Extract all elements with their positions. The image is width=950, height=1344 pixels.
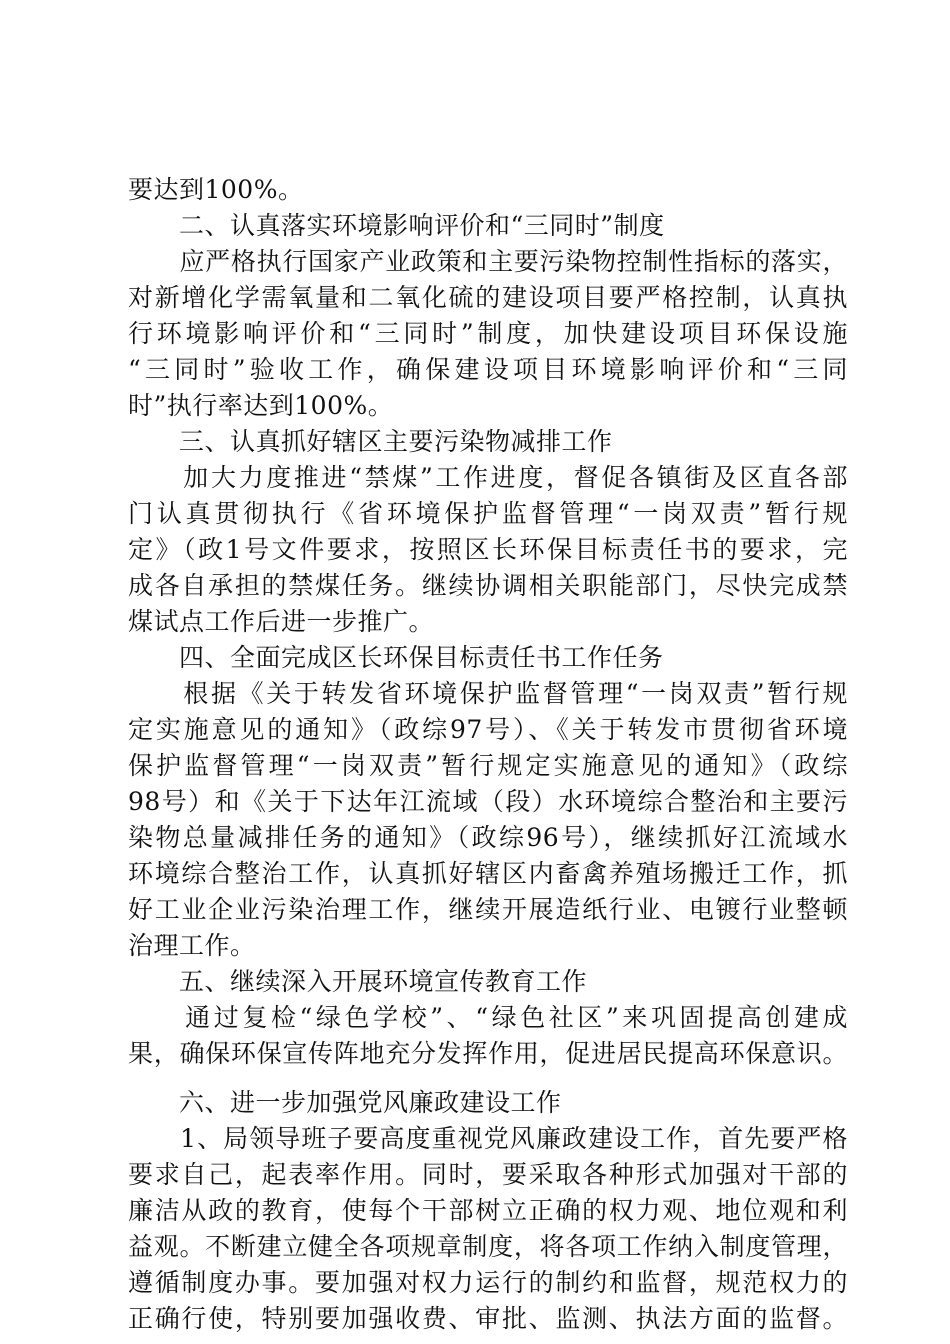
text-line: 果，确保环保宣传阵地充分发挥作用，促进居民提高环保意识。	[128, 1039, 848, 1068]
text-line: 对新增化学需氧量和二氧化硫的建设项目要严格控制，认真执	[128, 283, 848, 312]
text-line: 成各自承担的禁煤任务。继续协调相关职能部门，尽快完成禁	[128, 571, 848, 600]
text-line: 保护监督管理“一岗双责”暂行规定实施意见的通知》（政综	[128, 751, 848, 780]
text-line: 廉洁从政的教育，使每个干部树立正确的权力观、地位观和利	[128, 1196, 848, 1225]
text-line: 98号）和《关于下达年江流域（段）水环境综合整治和主要污	[128, 787, 848, 816]
text-line: 1、局领导班子要高度重视党风廉政建设工作，首先要严格	[128, 1124, 848, 1153]
text-line: 要达到100%。	[128, 175, 304, 204]
text-line: 正确行使，特别要加强收费、审批、监测、执法方面的监督。	[128, 1304, 848, 1333]
text-line: 治理工作。	[128, 931, 256, 960]
text-line: 好工业企业污染治理工作，继续开展造纸行业、电镀行业整顿	[128, 895, 848, 924]
text-line: 益观。不断建立健全各项规章制度，将各项工作纳入制度管理，	[128, 1232, 848, 1261]
section-heading: 四、全面完成区长环保目标责任书工作任务	[128, 643, 664, 672]
text-line: 定》（政1号文件要求，按照区长环保目标责任书的要求，完	[128, 535, 848, 564]
section-heading: 五、继续深入开展环境宣传教育工作	[128, 967, 588, 996]
text-line: 门认真贯彻执行《省环境保护监督管理“一岗双责”暂行规	[128, 499, 848, 528]
text-line: 时”执行率达到100%。	[128, 391, 394, 420]
text-line: 通过复检“绿色学校”、“绿色社区”来巩固提高创建成	[128, 1003, 848, 1032]
text-line: “三同时”验收工作，确保建设项目环境影响评价和“三同	[128, 355, 848, 384]
section-heading: 六、进一步加强党风廉政建设工作	[128, 1088, 562, 1117]
text-line: 染物总量减排任务的通知》（政综96号），继续抓好江流域水	[128, 823, 848, 852]
section-heading: 二、认真落实环境影响评价和“三同时”制度	[128, 211, 665, 240]
text-line: 要求自己，起表率作用。同时，要采取各种形式加强对干部的	[128, 1160, 848, 1189]
text-line: 行环境影响评价和“三同时”制度，加快建设项目环保设施	[128, 319, 848, 348]
text-line: 加大力度推进“禁煤”工作进度，督促各镇街及区直各部	[128, 463, 848, 492]
text-line: 根据《关于转发省环境保护监督管理“一岗双责”暂行规	[128, 679, 848, 708]
text-line: 定实施意见的通知》（政综97号）、《关于转发市贯彻省环境	[128, 715, 848, 744]
section-heading: 三、认真抓好辖区主要污染物减排工作	[128, 427, 613, 456]
text-line: 遵循制度办事。要加强对权力运行的制约和监督，规范权力的	[128, 1268, 848, 1297]
text-line: 应严格执行国家产业政策和主要污染物控制性指标的落实，	[128, 247, 848, 276]
text-line: 煤试点工作后进一步推广。	[128, 607, 435, 636]
text-line: 环境综合整治工作，认真抓好辖区内畜禽养殖场搬迁工作，抓	[128, 859, 848, 888]
